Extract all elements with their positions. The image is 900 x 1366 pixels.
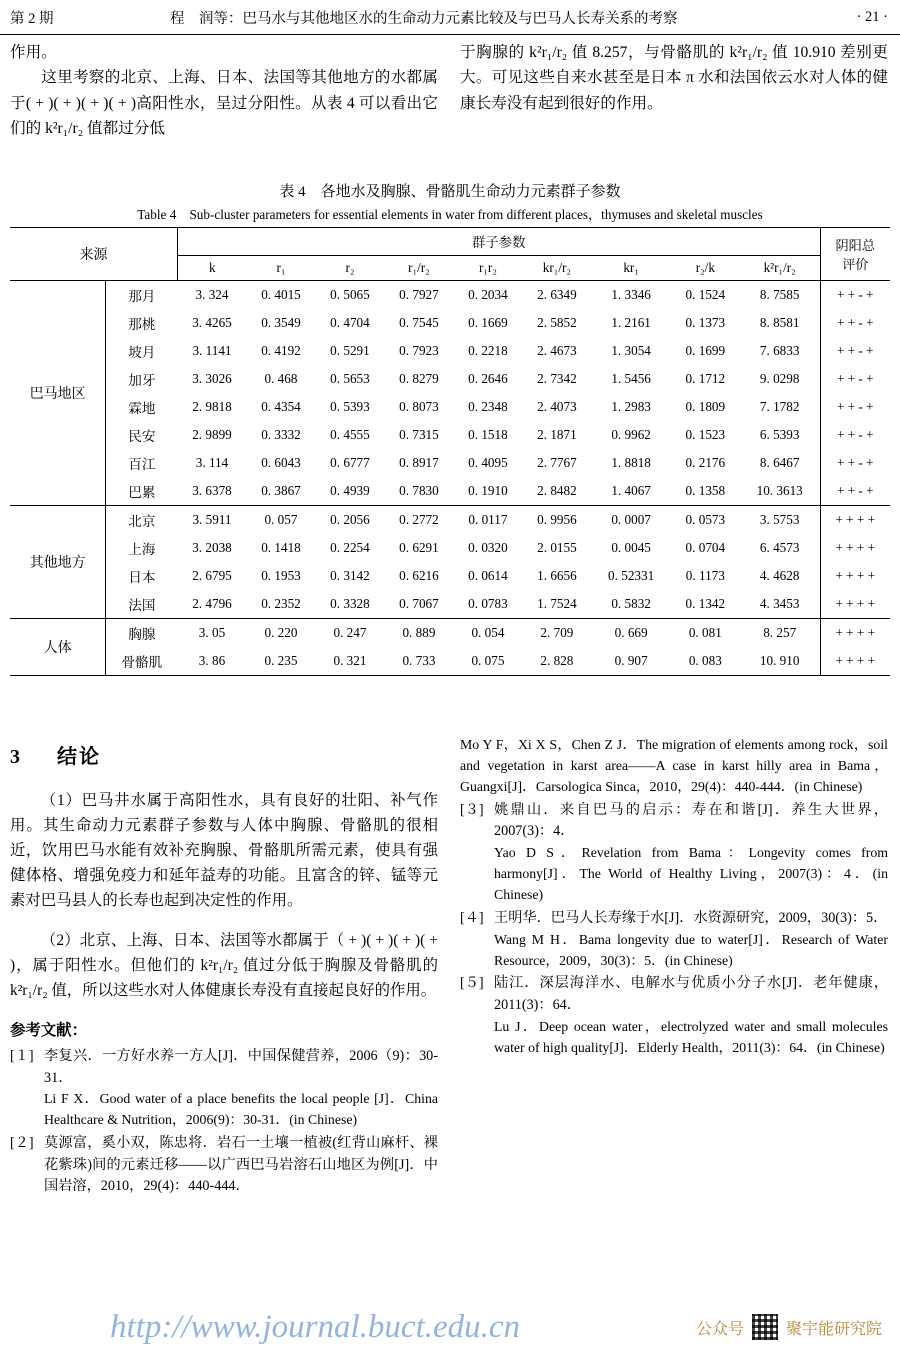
cell-evaluation: + + - + (836, 483, 874, 498)
cell: 2. 828 (540, 653, 574, 668)
cell: 7. 1782 (740, 393, 820, 421)
paragraph-right-1: 于胸腺的 k²r₁/r₂ 值 8.257，与骨骼肌的 k²r₁/r₂ 值 10.910 差别更大。可见这些自来水甚至是日本 π 水和法国依云水对人体的健康长寿没有起到很好的作用。 (460, 44, 888, 112)
bottom-columns (10, 735, 890, 1198)
cell: 4. 4628 (740, 562, 820, 590)
cell-evaluation: + + + + (835, 540, 876, 555)
th-group-params: 群子参数 (178, 228, 821, 256)
table-row (10, 590, 890, 619)
table-row (10, 393, 890, 421)
cell: 0. 4939 (330, 483, 370, 498)
cell: 2. 8482 (537, 483, 577, 498)
cell: 2. 6795 (192, 568, 232, 583)
cell: 1. 6656 (537, 568, 577, 583)
watermark-url: http://www.journal.buct.edu.cn (110, 1309, 521, 1345)
cell: 0. 7315 (399, 427, 439, 442)
cell: 0. 054 (471, 625, 505, 640)
cell: 0. 669 (614, 625, 648, 640)
cell-evaluation: + + - + (836, 455, 874, 470)
table-row (10, 337, 890, 365)
right-column-top (460, 40, 888, 141)
cell: 0. 1953 (261, 568, 301, 583)
cell: 8. 8581 (740, 309, 820, 337)
cell: 0. 5393 (330, 399, 370, 414)
reference-en: Lu J．Deep ocean water，electrolyzed water and small molecules water of high quality[J]．Elderly Health，2011(3)：64．(in Chinese) (494, 1018, 888, 1055)
cell: 0. 1342 (685, 596, 726, 611)
cell: 2. 709 (540, 625, 574, 640)
cell: 0. 1523 (685, 427, 726, 442)
cell: 0. 0117 (468, 512, 508, 527)
cell: 1. 2161 (611, 315, 651, 330)
cell: 1. 3054 (611, 343, 651, 358)
left-column-bottom (10, 735, 438, 1198)
table-row (10, 365, 890, 393)
cell: 0. 5291 (330, 343, 370, 358)
cell: 0. 2218 (468, 343, 508, 358)
table-row (10, 309, 890, 337)
cell: 0. 220 (264, 625, 298, 640)
table-row (10, 619, 890, 648)
reference-text (460, 735, 888, 798)
cell: 2. 0155 (537, 540, 577, 555)
cell: 3. 3026 (192, 371, 232, 386)
reference-text (494, 973, 888, 1058)
reference-en: Mo Y F，Xi X S，Chen Z J．The migration of elements among rock，soil and vegetation in karst area——A case in karst hilly area in Bama，Guangxi[J]．Carsologica Sinca，2010，29(4)：440-444．(in Chinese) (460, 737, 888, 794)
cell: 3. 324 (195, 287, 229, 302)
reference-en: Wang M H．Bama longevity due to water[J]．Research of Water Resource，2009，30(3)：5．(in Chinese) (494, 931, 888, 968)
cell: 3. 86 (198, 653, 226, 668)
section-number: 3 (10, 746, 22, 768)
cell: 0. 6777 (330, 455, 370, 470)
reference-item-continued (460, 735, 888, 798)
table-row (10, 647, 890, 676)
th-col-1: r₁ (276, 260, 286, 275)
header-page-number: · 21 · (856, 8, 888, 25)
table-row (10, 506, 890, 535)
th-col-7: r₂/k (695, 260, 715, 275)
reference-item (10, 1133, 438, 1198)
conclusion-paragraph-2: （2）北京、上海、日本、法国等水都属于（ + )( + )( + )( + )，属于阳性水。但他们的 k²r₁/r₂ 值过分低于胸腺及骨骼肌的 k²r₁/r₂ 值，所以这些水对人体健康长寿没有直接起良好的作用。 (10, 931, 438, 999)
cell: 1. 3346 (611, 287, 651, 302)
cell: 0. 4704 (330, 315, 370, 330)
cell: 0. 075 (471, 653, 505, 668)
cell: 0. 1699 (685, 343, 726, 358)
cell: 0. 2176 (685, 455, 726, 470)
cell: 0. 889 (402, 625, 436, 640)
group-label-2: 人体 (10, 619, 106, 676)
cell-evaluation: + + - + (836, 315, 874, 330)
group-label-0: 巴马地区 (10, 281, 106, 506)
cell: 1. 5456 (611, 371, 651, 386)
cell: 10. 3613 (740, 477, 820, 506)
cell: 0. 1669 (468, 315, 508, 330)
cell: 0. 2352 (261, 596, 301, 611)
reference-text (44, 1046, 438, 1131)
cell: 2. 9818 (192, 399, 232, 414)
cell-evaluation: + + + + (835, 568, 876, 583)
cell: 0. 5832 (611, 596, 651, 611)
cell: 2. 6349 (537, 287, 577, 302)
reference-cn: 莫源富，奚小双，陈忠将．岩石一土壤一植被(红背山麻杆、裸花紫珠)间的元素迁移——以广西巴马岩溶石山地区为例[J]．中国岩溶，2010，29(4)：440-444． (44, 1135, 438, 1195)
table-section (10, 180, 890, 676)
watermark-account (696, 1314, 882, 1340)
watermark-account-name: 聚宇能研究院 (785, 1320, 882, 1338)
cell: 2. 4073 (537, 399, 577, 414)
qr-code-icon (752, 1314, 778, 1340)
reference-text (494, 800, 888, 906)
cell: 0. 1418 (261, 540, 301, 555)
cell: 0. 5065 (330, 287, 370, 302)
row-label: 日本 (128, 570, 156, 585)
header-running-title: 程 润等：巴马水与其他地区水的生命动力元素比较及与巴马人长寿关系的考察 (170, 10, 678, 27)
th-col-0: k (208, 260, 216, 275)
cell: 0. 1518 (468, 427, 508, 442)
table-row (10, 562, 890, 590)
cell: 0. 4095 (468, 455, 508, 470)
th-col-6: kr₁ (623, 260, 639, 275)
reference-item (460, 908, 888, 972)
cell: 0. 3142 (330, 568, 370, 583)
reference-number: [１] (10, 1048, 34, 1065)
table-head (10, 228, 890, 281)
paragraph-left-1: 作用。 (10, 44, 57, 61)
th-col-3: r₁/r₂ (408, 260, 430, 275)
row-label: 那桃 (128, 317, 156, 332)
cell: 0. 4015 (261, 287, 301, 302)
header-issue: 第 2 期 (10, 10, 54, 27)
reference-en: Yao D S．Revelation from Bama：Longevity comes from harmony[J]．The World of Healthy Living，2007(3)：4．(in Chinese) (494, 845, 888, 902)
reference-cn: 王明华．巴马人长寿缘于水[J]．水资源研究，2009，30(3)：5． (494, 909, 888, 926)
cell: 0. 2348 (468, 399, 508, 414)
cell: 0. 6291 (399, 540, 439, 555)
paragraph-left-2: 这里考察的北京、上海、日本、法国等其他地方的水都属于( + )( + )( + )( + )高阳性水，呈过分阳性。从表 4 可以看出它们的 k²r₁/r₂ 值都过分低 (10, 69, 438, 137)
cell: 0. 0783 (468, 596, 508, 611)
cell: 4. 3453 (740, 590, 820, 619)
cell: 0. 0045 (611, 540, 651, 555)
th-col-5: kr₁/r₂ (542, 260, 572, 275)
reference-cn: 姚鼎山．来自巴马的启示：寿在和谐[J]．养生大世界，2007(3)：4． (494, 801, 888, 840)
cell: 3. 2038 (192, 540, 232, 555)
cell: 3. 5753 (740, 506, 820, 535)
cell: 3. 4265 (192, 315, 232, 330)
cell: 1. 8818 (611, 455, 651, 470)
row-label: 霖地 (128, 401, 156, 416)
cell: 1. 2983 (611, 399, 651, 414)
table-caption-cn: 表 4 各地水及胸腺、骨骼肌生命动力元素群子参数 (279, 184, 621, 200)
cell: 2. 4796 (192, 596, 232, 611)
table-body (10, 281, 890, 676)
reference-number: [２] (10, 1135, 34, 1152)
cell: 2. 7767 (537, 455, 577, 470)
th-evaluation (820, 228, 890, 281)
cell: 0. 52331 (608, 568, 655, 583)
reference-text (44, 1133, 438, 1198)
cell: 0. 1712 (685, 371, 726, 386)
cell-evaluation: + + - + (836, 287, 874, 302)
cell: 2. 7342 (537, 371, 577, 386)
cell: 0. 2034 (468, 287, 508, 302)
cell: 0. 7830 (399, 483, 439, 498)
reference-cn: 李复兴．一方好水养一方人[J]．中国保健营养，2006（9)：30-31． (44, 1048, 438, 1086)
cell: 0. 0614 (468, 568, 508, 583)
cell: 0. 057 (264, 512, 298, 527)
group-label-1: 其他地方 (10, 506, 106, 619)
cell: 0. 1373 (685, 315, 726, 330)
cell: 0. 1524 (685, 287, 726, 302)
row-label: 百江 (128, 457, 156, 472)
cell: 10. 910 (740, 647, 820, 676)
cell: 0. 3549 (261, 315, 301, 330)
parameters-table (10, 227, 890, 676)
cell-evaluation: + + + + (835, 653, 876, 668)
table-row (10, 281, 890, 310)
cell: 0. 1809 (685, 399, 726, 414)
left-column-top (10, 40, 438, 141)
cell: 0. 235 (264, 653, 298, 668)
row-label: 骨骼肌 (121, 655, 163, 670)
reference-number: [４] (460, 909, 484, 926)
row-label: 上海 (128, 542, 156, 557)
page-header (0, 0, 900, 35)
cell: 0. 3332 (261, 427, 301, 442)
cell-evaluation: + + - + (836, 427, 874, 442)
cell-evaluation: + + + + (835, 512, 876, 527)
cell: 0. 9962 (611, 427, 651, 442)
cell: 2. 1871 (537, 427, 577, 442)
cell-evaluation: + + - + (836, 399, 874, 414)
cell: 0. 1910 (468, 483, 508, 498)
cell: 0. 4354 (261, 399, 301, 414)
cell-evaluation: + + - + (836, 371, 874, 386)
row-label: 加牙 (128, 373, 156, 388)
row-label: 坡月 (128, 345, 156, 360)
row-label: 胸腺 (128, 627, 156, 642)
cell: 3. 114 (195, 455, 229, 470)
cell: 0. 2646 (468, 371, 508, 386)
reference-item (460, 800, 888, 906)
cell: 0. 3867 (261, 483, 301, 498)
cell: 3. 05 (198, 625, 226, 640)
cell: 3. 6378 (192, 483, 232, 498)
cell: 0. 0704 (685, 540, 726, 555)
row-label: 那月 (128, 289, 156, 304)
row-label: 民安 (128, 429, 156, 444)
table-caption-en: Table 4 Sub-cluster parameters for essential elements in water from different places，thymuses and skeletal muscles (137, 207, 763, 222)
reference-number: [３] (460, 801, 484, 818)
row-label: 法国 (128, 598, 156, 613)
cell: 0. 5653 (330, 371, 370, 386)
th-evaluation-line2: 评价 (842, 257, 869, 272)
cell-evaluation: + + + + (835, 625, 876, 640)
cell: 3. 5911 (192, 512, 232, 527)
cell: 9. 0298 (740, 365, 820, 393)
cell: 0. 1358 (685, 483, 726, 498)
cell: 8. 257 (740, 619, 820, 648)
table-row (10, 421, 890, 449)
watermark-account-label: 公众号 (695, 1320, 744, 1338)
cell: 0. 083 (688, 653, 722, 668)
cell: 0. 081 (688, 625, 722, 640)
cell: 2. 9899 (192, 427, 232, 442)
reference-cn: 陆江．深层海洋水、电解水与优质小分子水[J]．老年健康，2011(3)：64． (494, 975, 888, 1014)
table-head-row-1 (10, 228, 890, 256)
cell: 7. 6833 (740, 337, 820, 365)
cell: 0. 1173 (685, 568, 725, 583)
reference-number: [５] (460, 975, 484, 992)
cell: 8. 6467 (740, 449, 820, 477)
cell: 0. 247 (333, 625, 367, 640)
cell: 0. 907 (614, 653, 648, 668)
reference-item (10, 1046, 438, 1131)
cell: 6. 5393 (740, 421, 820, 449)
cell: 0. 2772 (399, 512, 439, 527)
cell: 0. 4555 (330, 427, 370, 442)
cell: 0. 7927 (399, 287, 439, 302)
cell: 0. 8073 (399, 399, 439, 414)
cell: 0. 2056 (330, 512, 370, 527)
cell: 0. 733 (402, 653, 436, 668)
conclusion-paragraph-1: （1）巴马井水属于高阳性水，具有良好的壮阳、补气作用。其生命动力元素群子参数与人体中胸腺、骨骼肌的很相近，饮用巴马水能有效补充胸腺、骨骼肌所需元素，使具有强健体格、增强免疫力和延年益寿的功能。且富含的锌、锰等元素对巴马县人的长寿也起到决定性的作用。 (10, 791, 438, 909)
cell: 0. 2254 (330, 540, 370, 555)
cell: 0. 7067 (399, 596, 439, 611)
cell: 0. 468 (264, 371, 298, 386)
cell: 0. 7545 (399, 315, 439, 330)
cell: 0. 8917 (399, 455, 439, 470)
cell: 0. 6216 (399, 568, 439, 583)
reference-en: Li F X．Good water of a place benefits the local people [J]．China Healthcare & Nutrition，2006(9)：30-31．(in Chinese) (44, 1091, 438, 1128)
right-column-bottom (460, 735, 888, 1198)
row-label: 北京 (128, 514, 156, 529)
cell: 6. 4573 (740, 534, 820, 562)
cell: 2. 5852 (537, 315, 577, 330)
table-row (10, 449, 890, 477)
reference-text (494, 908, 888, 972)
cell: 2. 4673 (537, 343, 577, 358)
cell: 0. 0007 (611, 512, 651, 527)
cell: 1. 7524 (537, 596, 577, 611)
references-title: 参考文献： (10, 1022, 87, 1040)
cell: 0. 0573 (685, 512, 726, 527)
cell: 1. 4067 (611, 483, 651, 498)
cell: 0. 321 (333, 653, 367, 668)
cell-evaluation: + + + + (835, 596, 876, 611)
th-col-8: k²r₁/r₂ (740, 256, 820, 281)
cell: 0. 9956 (537, 512, 577, 527)
cell: 0. 4192 (261, 343, 301, 358)
cell: 0. 0320 (468, 540, 508, 555)
section-heading (10, 741, 438, 773)
reference-item (460, 973, 888, 1058)
th-evaluation-line1: 阴阳总 (835, 238, 876, 253)
cell: 0. 3328 (330, 596, 370, 611)
cell: 8. 7585 (740, 281, 820, 310)
top-columns (10, 40, 890, 141)
cell: 3. 1141 (192, 343, 232, 358)
table-row (10, 477, 890, 506)
cell: 0. 6043 (261, 455, 301, 470)
th-col-4: r₁r₂ (478, 260, 497, 275)
cell-evaluation: + + - + (836, 343, 874, 358)
row-label: 巴累 (128, 485, 156, 500)
cell: 0. 7923 (399, 343, 439, 358)
section-title: 结论 (57, 746, 101, 768)
th-col-2: r₂ (345, 260, 355, 275)
th-source: 来源 (10, 228, 178, 281)
cell: 0. 8279 (399, 371, 439, 386)
table-row (10, 534, 890, 562)
